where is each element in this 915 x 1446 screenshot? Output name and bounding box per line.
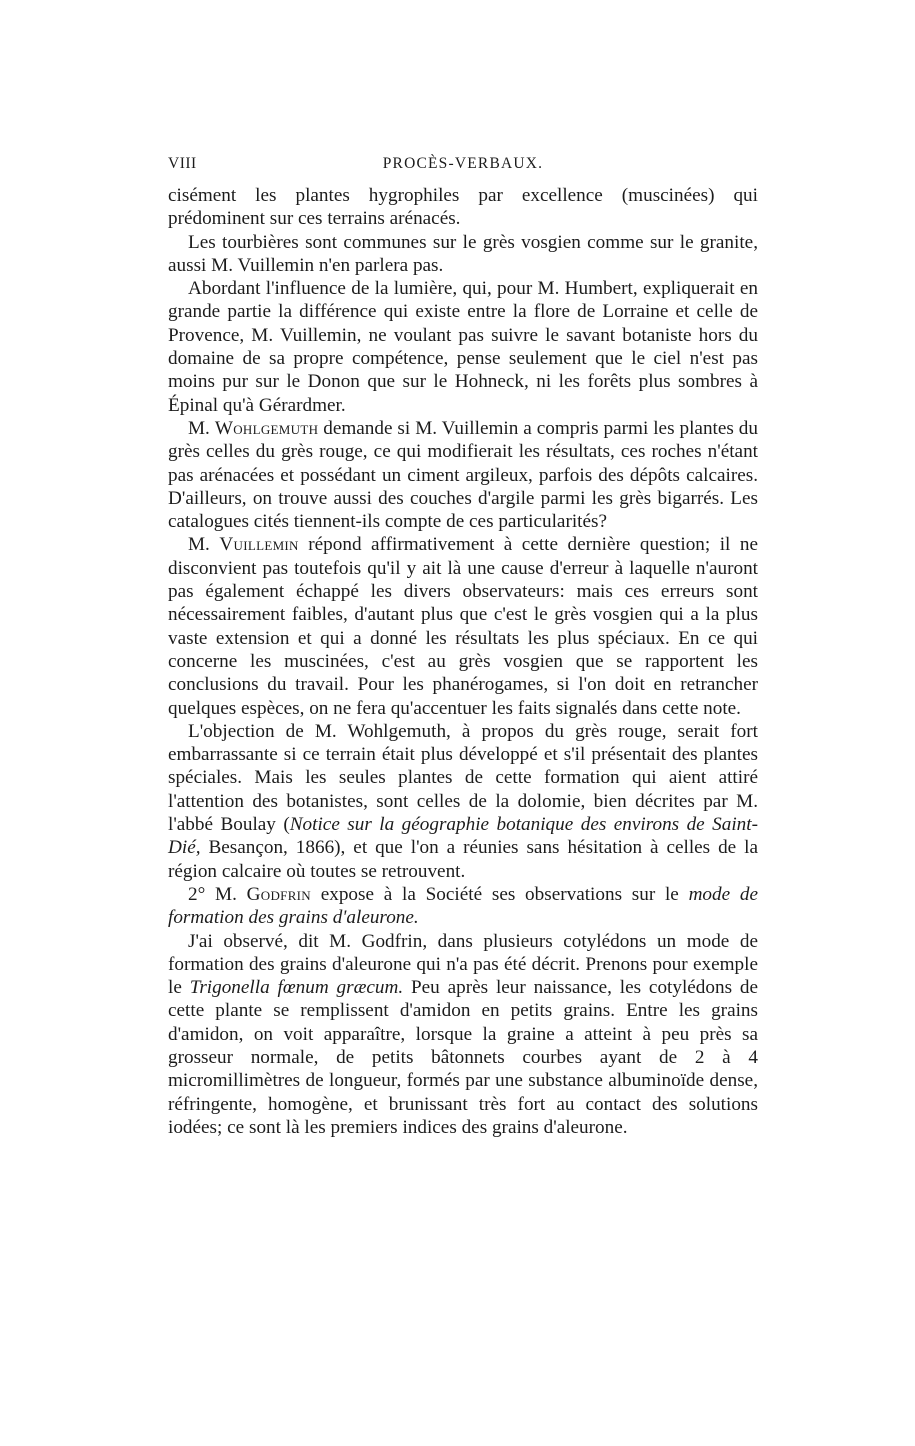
speaker-name: Godfrin <box>246 883 311 905</box>
running-title: PROCÈS-VERBAUX. <box>382 155 544 172</box>
paragraph: cisément les plantes hygrophiles par excellence (muscinées) qui prédominent sur ces terrains arénacés. <box>168 185 758 230</box>
folio-number: VIII <box>168 155 197 172</box>
cited-work-title: Notice sur la géographie botanique des environs de Saint-Dié, <box>168 814 758 859</box>
page-header <box>168 155 758 177</box>
topic-title: mode de formation des grains d'aleurone. <box>168 883 758 929</box>
speaker-name: Wohlgemuth <box>214 417 319 439</box>
body-text <box>168 184 758 1139</box>
paragraph: Les tourbières sont communes sur le grès vosgien comme sur le granite, aussi M. Vuillemin n'en parlera pas. <box>168 231 758 276</box>
paragraph: M. Vuillemin répond affirmativement à cette dernière question; il ne disconvient pas toutefois qu'il y ait là une cause d'erreur à laquelle n'auront pas également échappé les divers observateurs: mais ces erreurs sont nécessairement faibles, d'autant plus que c'est le grès vosgien qui a la plus vaste extension et qui a donné les résultats les plus spéciaux. En ce qui concerne les muscinées, c'est au grès vosgien que se rapportent les conclusions du travail. Pour les phanérogames, si l'on doit en retrancher quelques espèces, on ne fera qu'accentuer les faits signalés dans cette note. <box>168 534 759 719</box>
paragraph: J'ai observé, dit M. Godfrin, dans plusieurs cotylédons un mode de formation des grains d'aleurone qui n'a pas été décrit. Prenons pour exemple le Trigonella fœnum græcum. Peu après leur naissance, les cotylédons de cette plante se remplissent d'amidon en petits grains. Entre les grains d'amidon, on voit apparaître, lorsque la graine a atteint à peu près sa grosseur normale, de petits bâtonnets courbes ayant de 2 à 4 micromillimètres de longueur, formés par une substance albuminoïde dense, réfringente, homogène, et brunissant très fort au contact des solutions iodées; ce sont là les premiers indices des grains d'aleurone. <box>168 930 759 1138</box>
species-name: Trigonella fœnum græcum. <box>189 977 404 999</box>
paragraph: 2° M. Godfrin expose à la Société ses observations sur le mode de formation des grains d'aleurone. <box>168 883 758 929</box>
paragraph: L'objection de M. Wohlgemuth, à propos du grès rouge, serait fort embarrassante si ce terrain était plus développé et s'il présentait des plantes spéciales. Mais les seules plantes de cette formation qui aient attiré l'attention des botanistes, sont celles de la dolomie, bien décrites par M. l'abbé Boulay (Notice sur la géographie botanique des environs de Saint-Dié, Besançon, 1866), et que l'on a réunies sans hésitation à celles de la région calcaire où toutes se retrouvent. <box>168 720 758 882</box>
paragraph: M. Wohlgemuth demande si M. Vuillemin a compris parmi les plantes du grès celles du grès rouge, ce qui modifierait les résultats, ces roches n'étant pas arénacées et possédant un ciment argileux, parfois des dépôts calcaires. D'ailleurs, on trouve aussi des couches d'argile parmi les grès bigarrés. Les catalogues cités tiennent-ils compte de ces particularités? <box>168 417 758 533</box>
speaker-name: Vuillemin <box>219 534 299 556</box>
paragraph: Abordant l'influence de la lumière, qui, pour M. Humbert, expliquerait en grande partie la différence qui existe entre la flore de Lorraine et celle de Provence, M. Vuillemin, ne voulant pas suivre le savant botaniste hors du domaine de sa propre compétence, pense seulement que le ciel n'est pas moins pur sur le Donon que sur le Hohneck, ni les forêts plus sombres à Épinal qu'à Gérardmer. <box>168 278 758 416</box>
